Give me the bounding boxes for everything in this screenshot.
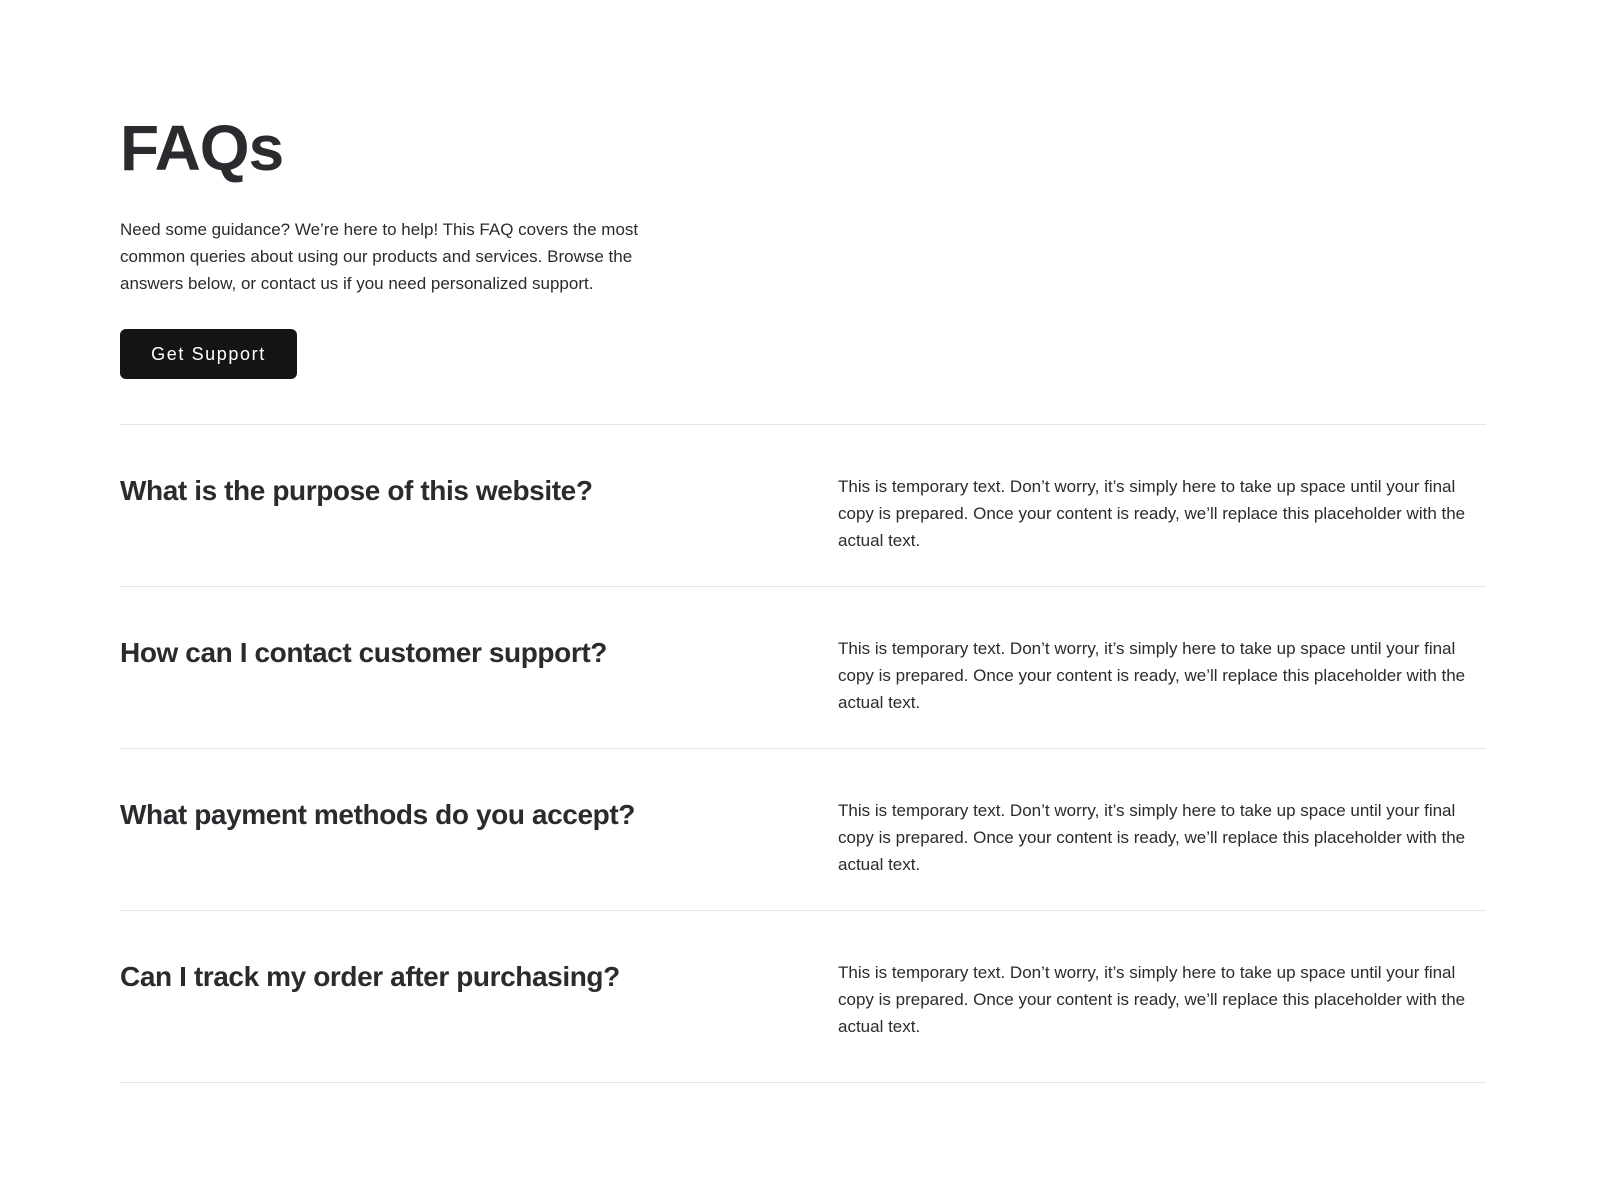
page-title: FAQs	[120, 112, 284, 184]
faq-answer: This is temporary text. Don’t worry, it’s simply here to take up space until your final copy is prepared. Once your content is ready, we’ll replace this placeholder with the actual text.	[838, 639, 1466, 712]
faq-question: What is the purpose of this website?	[120, 475, 593, 506]
faq-list	[120, 424, 1486, 1083]
faq-item	[120, 911, 1486, 1083]
faq-item	[120, 749, 1486, 911]
faq-answer: This is temporary text. Don’t worry, it’s simply here to take up space until your final copy is prepared. Once your content is ready, we’ll replace this placeholder with the actual text.	[838, 477, 1466, 550]
faq-item	[120, 587, 1486, 749]
get-support-button[interactable]: Get Support	[120, 329, 297, 379]
faq-question: What payment methods do you accept?	[120, 799, 635, 830]
faq-answer: This is temporary text. Don’t worry, it’s simply here to take up space until your final copy is prepared. Once your content is ready, we’ll replace this placeholder with the actual text.	[838, 963, 1466, 1036]
faq-header	[120, 0, 1480, 379]
faq-answer: This is temporary text. Don’t worry, it’s simply here to take up space until your final copy is prepared. Once your content is ready, we’ll replace this placeholder with the actual text.	[838, 801, 1466, 874]
faq-question: Can I track my order after purchasing?	[120, 961, 620, 992]
faq-question: How can I contact customer support?	[120, 637, 607, 668]
faq-item	[120, 425, 1486, 587]
intro-text: Need some guidance? We’re here to help! This FAQ covers the most common queries about using our products and services. Browse the answers below, or contact us if you need personalized support.	[120, 220, 639, 293]
